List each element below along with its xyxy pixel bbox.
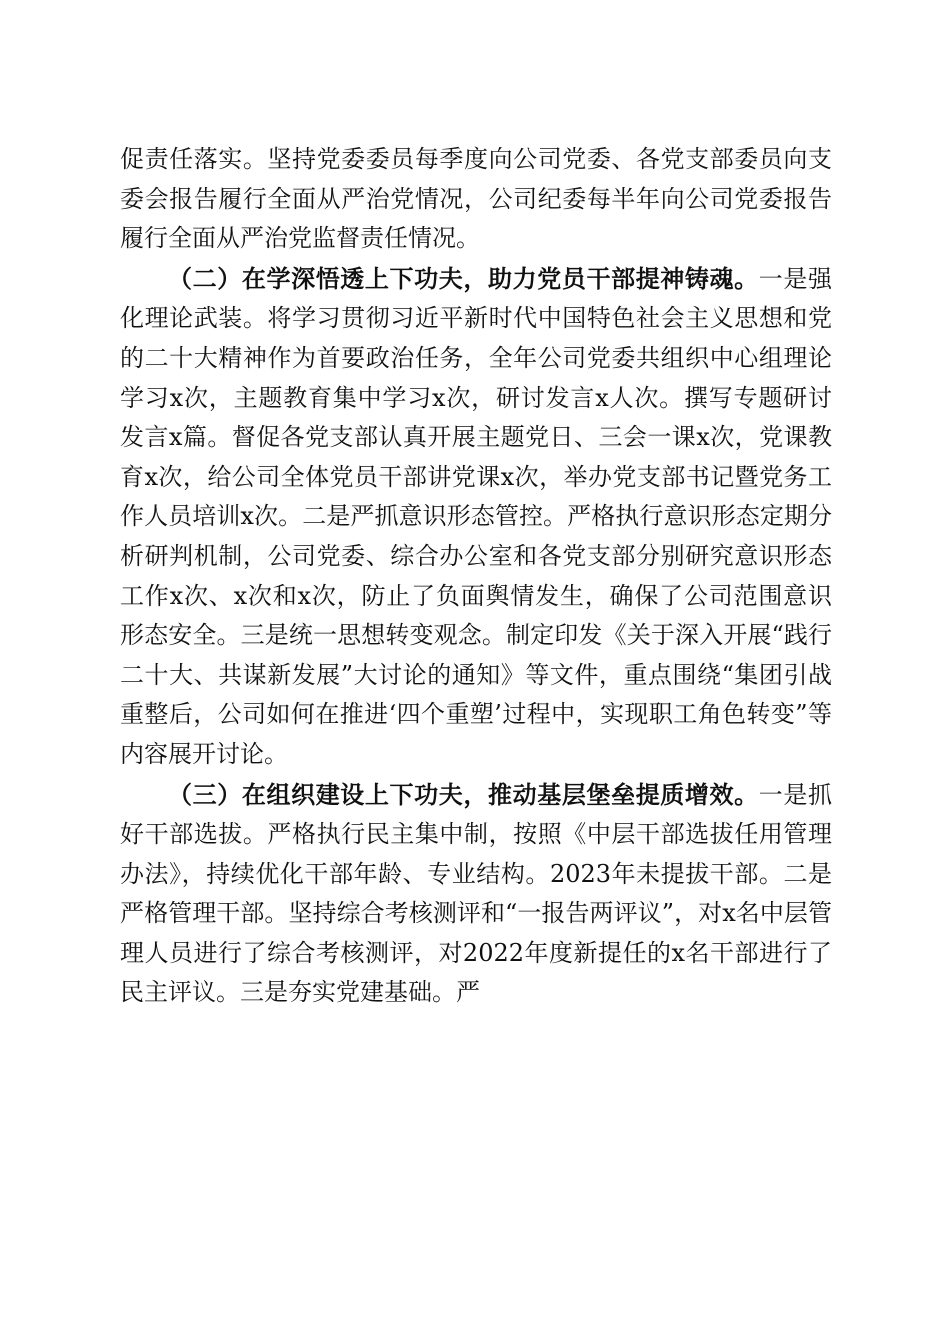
section-heading-3: （三）在组织建设上下功夫，推动基层堡垒提质增效。 — [168, 779, 759, 809]
paragraph-1-text: 促责任落实。坚持党委委员每季度向公司党委、各党支部委员向支委会报告履行全面从严治党情况，公司纪委每半年向公司党委报告履行全面从严治党监督责任情况。 — [120, 145, 832, 253]
paragraph-1 — [120, 140, 832, 259]
document-body — [120, 140, 832, 1013]
paragraph-2 — [120, 259, 832, 775]
paragraph-3-text: 一是抓好干部选拔。严格执行民主集中制，按照《中层干部选拔任用管理办法》，持续优化干部年龄、专业结构。2023年未提拔干部。二是严格管理干部。坚持综合考核测评和“一报告两评议”，对x名中层管理人员进行了综合考核测评，对2022年度新提任的x名干部进行了民主评议。三是夯实党建基础。严 — [120, 780, 833, 1007]
section-heading-2: （二）在学深悟透上下功夫，助力党员干部提神铸魂。 — [168, 263, 759, 293]
paragraph-3 — [120, 775, 832, 1014]
paragraph-2-text: 一是强化理论武装。将学习贯彻习近平新时代中国特色社会主义思想和党的二十大精神作为首要政治任务，全年公司党委共组织中心组理论学习x次，主题教育集中学习x次，研讨发言x人次。撰写专题研讨发言x篇。督促各党支部认真开展主题党日、三会一课x次，党课教育x次，给公司全体党员干部讲党课x次，举办党支部书记暨党务工作人员培训x次。二是严抓意识形态管控。严格执行意识形态定期分析研判机制，公司党委、综合办公室和各党支部分别研究意识形态工作x次、x次和x次，防止了负面舆情发生，确保了公司范围意识形态安全。三是统一思想转变观念。制定印发《关于深入开展“践行二十大、共谋新发展”大讨论的通知》等文件，重点围绕“集团引战重整后，公司如何在推进‘四个重塑’过程中，实现职工角色转变”等内容展开讨论。 — [120, 264, 833, 768]
